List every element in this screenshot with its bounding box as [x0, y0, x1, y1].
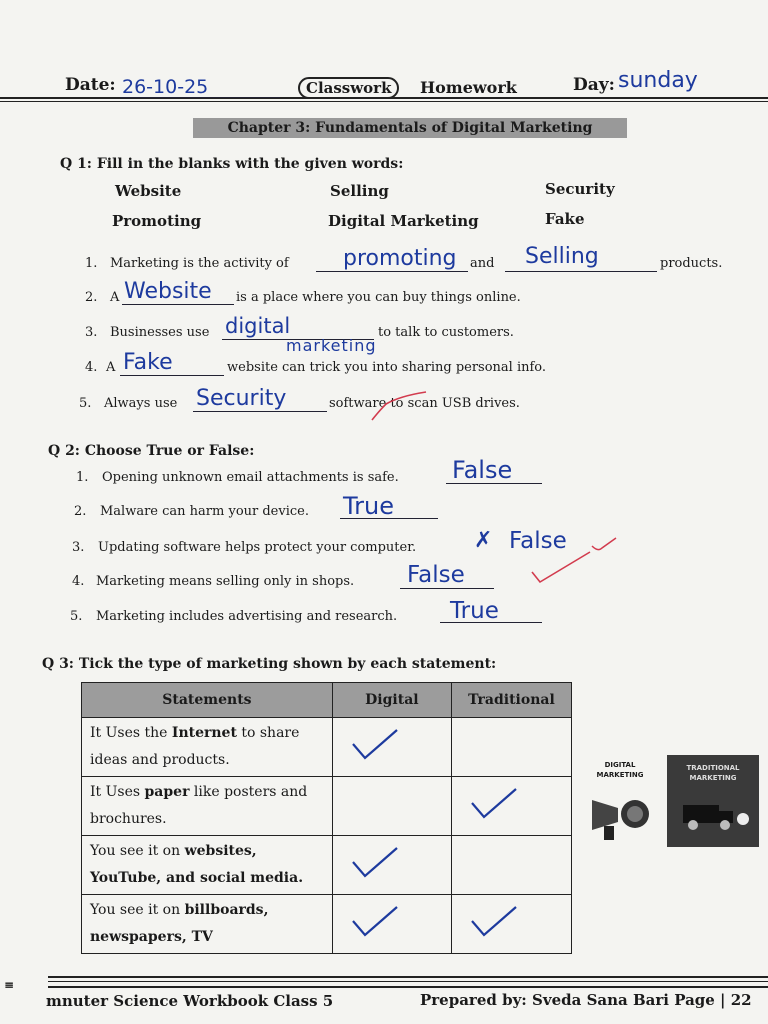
q1-item-4-text-b: website can trick you into sharing personal info.	[227, 360, 547, 375]
date-value: 26-10-25	[122, 76, 209, 98]
statement-text-end: to share ideas and products.	[90, 725, 300, 768]
footer-rule-2	[48, 981, 768, 982]
q1-item-5-blank	[193, 411, 327, 412]
traditional-cell[interactable]	[451, 718, 571, 777]
digital-cell[interactable]	[332, 718, 451, 777]
q2-item-2-answer: True	[343, 492, 394, 520]
word-website: Website	[115, 182, 182, 200]
truck-icon	[667, 783, 759, 843]
megaphone-icon	[590, 788, 660, 848]
footer-rule-3	[48, 986, 768, 988]
q1-item-5-text-b: software to scan USB drives.	[329, 396, 520, 411]
q2-item-2-text: Malware can harm your device.	[100, 504, 309, 519]
q1-item-2-text-a: A	[110, 290, 120, 305]
q1-item-2-num: 2.	[85, 290, 98, 305]
q2-item-1-text: Opening unknown email attachments is safe.	[102, 470, 399, 485]
q1-item-4-blank	[120, 375, 224, 376]
statement-text: It Uses the	[90, 725, 172, 741]
traditional-cell[interactable]	[451, 777, 571, 836]
digital-cell[interactable]	[332, 777, 451, 836]
q1-item-5-text-a: Always use	[104, 396, 178, 411]
header-rule-top-2	[0, 101, 768, 102]
q1-item-1-text-a: Marketing is the activity of	[110, 256, 289, 271]
q2-item-4-blank	[400, 588, 494, 589]
q1-item-3-text-a: Businesses use	[110, 325, 210, 340]
q1-title: Q 1: Fill in the blanks with the given words:	[60, 156, 404, 172]
chapter-title: Chapter 3: Fundamentals of Digital Marketing	[193, 118, 627, 138]
q2-item-5-answer: True	[450, 598, 499, 624]
traditional-cell[interactable]	[451, 836, 571, 895]
traditional-cell[interactable]	[451, 895, 571, 954]
q2-red-check	[530, 548, 594, 588]
table-header-row	[82, 683, 572, 718]
statement-keyword: billboards, newspapers, TV	[90, 902, 269, 945]
q1-item-1-mid: and	[470, 256, 495, 271]
digital-cell[interactable]	[332, 895, 451, 954]
statement-text: You see it on	[90, 902, 185, 918]
traditional-tick-icon	[470, 785, 520, 825]
header-statements: Statements	[82, 683, 333, 718]
footer-left-text: mnuter Science Workbook Class 5	[46, 992, 334, 1010]
q1-item-3-num: 3.	[85, 325, 98, 340]
footer-right-text: Prepared by: Sveda Sana Bari Page | 22	[420, 991, 752, 1009]
word-promoting: Promoting	[112, 212, 202, 230]
marketing-table	[81, 682, 572, 954]
day-value: sunday	[618, 68, 698, 93]
statement-cell	[82, 777, 333, 836]
q2-item-3-scribble: ✗	[474, 528, 493, 553]
header-digital: Digital	[332, 683, 451, 718]
word-fake: Fake	[545, 210, 585, 228]
q1-item-2-blank	[122, 304, 234, 305]
table-row	[82, 895, 572, 954]
statement-keyword: Internet	[171, 725, 237, 741]
teacher-check-mark	[370, 390, 430, 430]
q2-item-1-num: 1.	[76, 470, 89, 485]
q1-item-1-num: 1.	[85, 256, 98, 271]
statement-text-end: like posters and brochures.	[90, 784, 308, 827]
word-security: Security	[545, 180, 615, 198]
q1-item-1-blank-1	[316, 271, 468, 272]
q2-item-2-num: 2.	[74, 504, 87, 519]
q1-item-4-text-a: A	[106, 360, 116, 375]
statement-text: It Uses	[90, 784, 145, 800]
statement-text: You see it on	[90, 843, 185, 859]
q2-item-5-num: 5.	[70, 609, 83, 624]
homework-label: Homework	[420, 78, 517, 97]
word-selling: Selling	[330, 182, 389, 200]
table-row	[82, 777, 572, 836]
q2-item-4-num: 4.	[72, 574, 85, 589]
q2-title: Q 2: Choose True or False:	[48, 443, 255, 459]
q2-item-3-red-tick	[590, 536, 618, 554]
digital-tick-icon	[351, 726, 401, 766]
digital-tick-icon	[351, 844, 401, 884]
word-digital-marketing: Digital Marketing	[328, 212, 479, 230]
table-row	[82, 718, 572, 777]
q2-item-3-text: Updating software helps protect your computer.	[98, 540, 417, 555]
q1-item-1-answer-1: promoting	[343, 246, 457, 271]
q2-item-1-blank	[446, 483, 542, 484]
q1-item-1-text-b: products.	[660, 256, 723, 271]
digital-marketing-caption: DIGITAL MARKETING	[596, 761, 644, 779]
traditional-tick-icon	[470, 903, 520, 943]
q1-item-4-answer: Fake	[123, 350, 173, 375]
date-label: Date:	[65, 75, 116, 95]
classwork-label: Classwork	[298, 77, 399, 99]
q1-item-3-answer-line-2: marketing	[286, 336, 377, 355]
digital-cell[interactable]	[332, 836, 451, 895]
q2-item-4-text: Marketing means selling only in shops.	[96, 574, 355, 589]
footer-rule-1	[48, 976, 768, 978]
q1-item-5-answer: Security	[196, 386, 287, 411]
q2-item-5-blank	[440, 622, 542, 623]
statement-keyword: websites, YouTube, and social media.	[90, 843, 304, 886]
digital-tick-icon	[351, 903, 401, 943]
table-row	[82, 836, 572, 895]
q1-item-2-text-b: is a place where you can buy things online.	[236, 290, 521, 305]
q1-item-3-answer: digital	[225, 314, 291, 338]
digital-marketing-image	[590, 760, 660, 850]
q1-item-1-answer-2: Selling	[525, 244, 599, 269]
q3-title: Q 3: Tick the type of marketing shown by each statement:	[42, 656, 497, 672]
q2-item-3-num: 3.	[72, 540, 85, 555]
header-traditional: Traditional	[451, 683, 571, 718]
q1-item-1-blank-2	[505, 271, 657, 272]
q1-item-2-answer: Website	[124, 279, 212, 304]
statement-keyword: paper	[144, 784, 190, 800]
q1-item-4-num: 4.	[85, 360, 98, 375]
date-blank	[120, 97, 280, 98]
traditional-marketing-caption: TRADITIONAL MARKETING	[686, 764, 740, 782]
q1-item-5-num: 5.	[79, 396, 92, 411]
q1-item-3-text-b: to talk to customers.	[378, 325, 514, 340]
statement-cell	[82, 718, 333, 777]
q2-item-5-text: Marketing includes advertising and research.	[96, 609, 398, 624]
statement-cell	[82, 895, 333, 954]
margin-mark: ≡	[4, 978, 15, 992]
q2-item-2-blank	[340, 518, 438, 519]
q2-item-3-answer: False	[509, 528, 567, 554]
traditional-marketing-image	[667, 755, 759, 847]
statement-cell	[82, 836, 333, 895]
day-label: Day:	[573, 75, 615, 95]
q2-item-4-answer: False	[407, 562, 465, 588]
q2-item-1-answer: False	[452, 456, 513, 484]
